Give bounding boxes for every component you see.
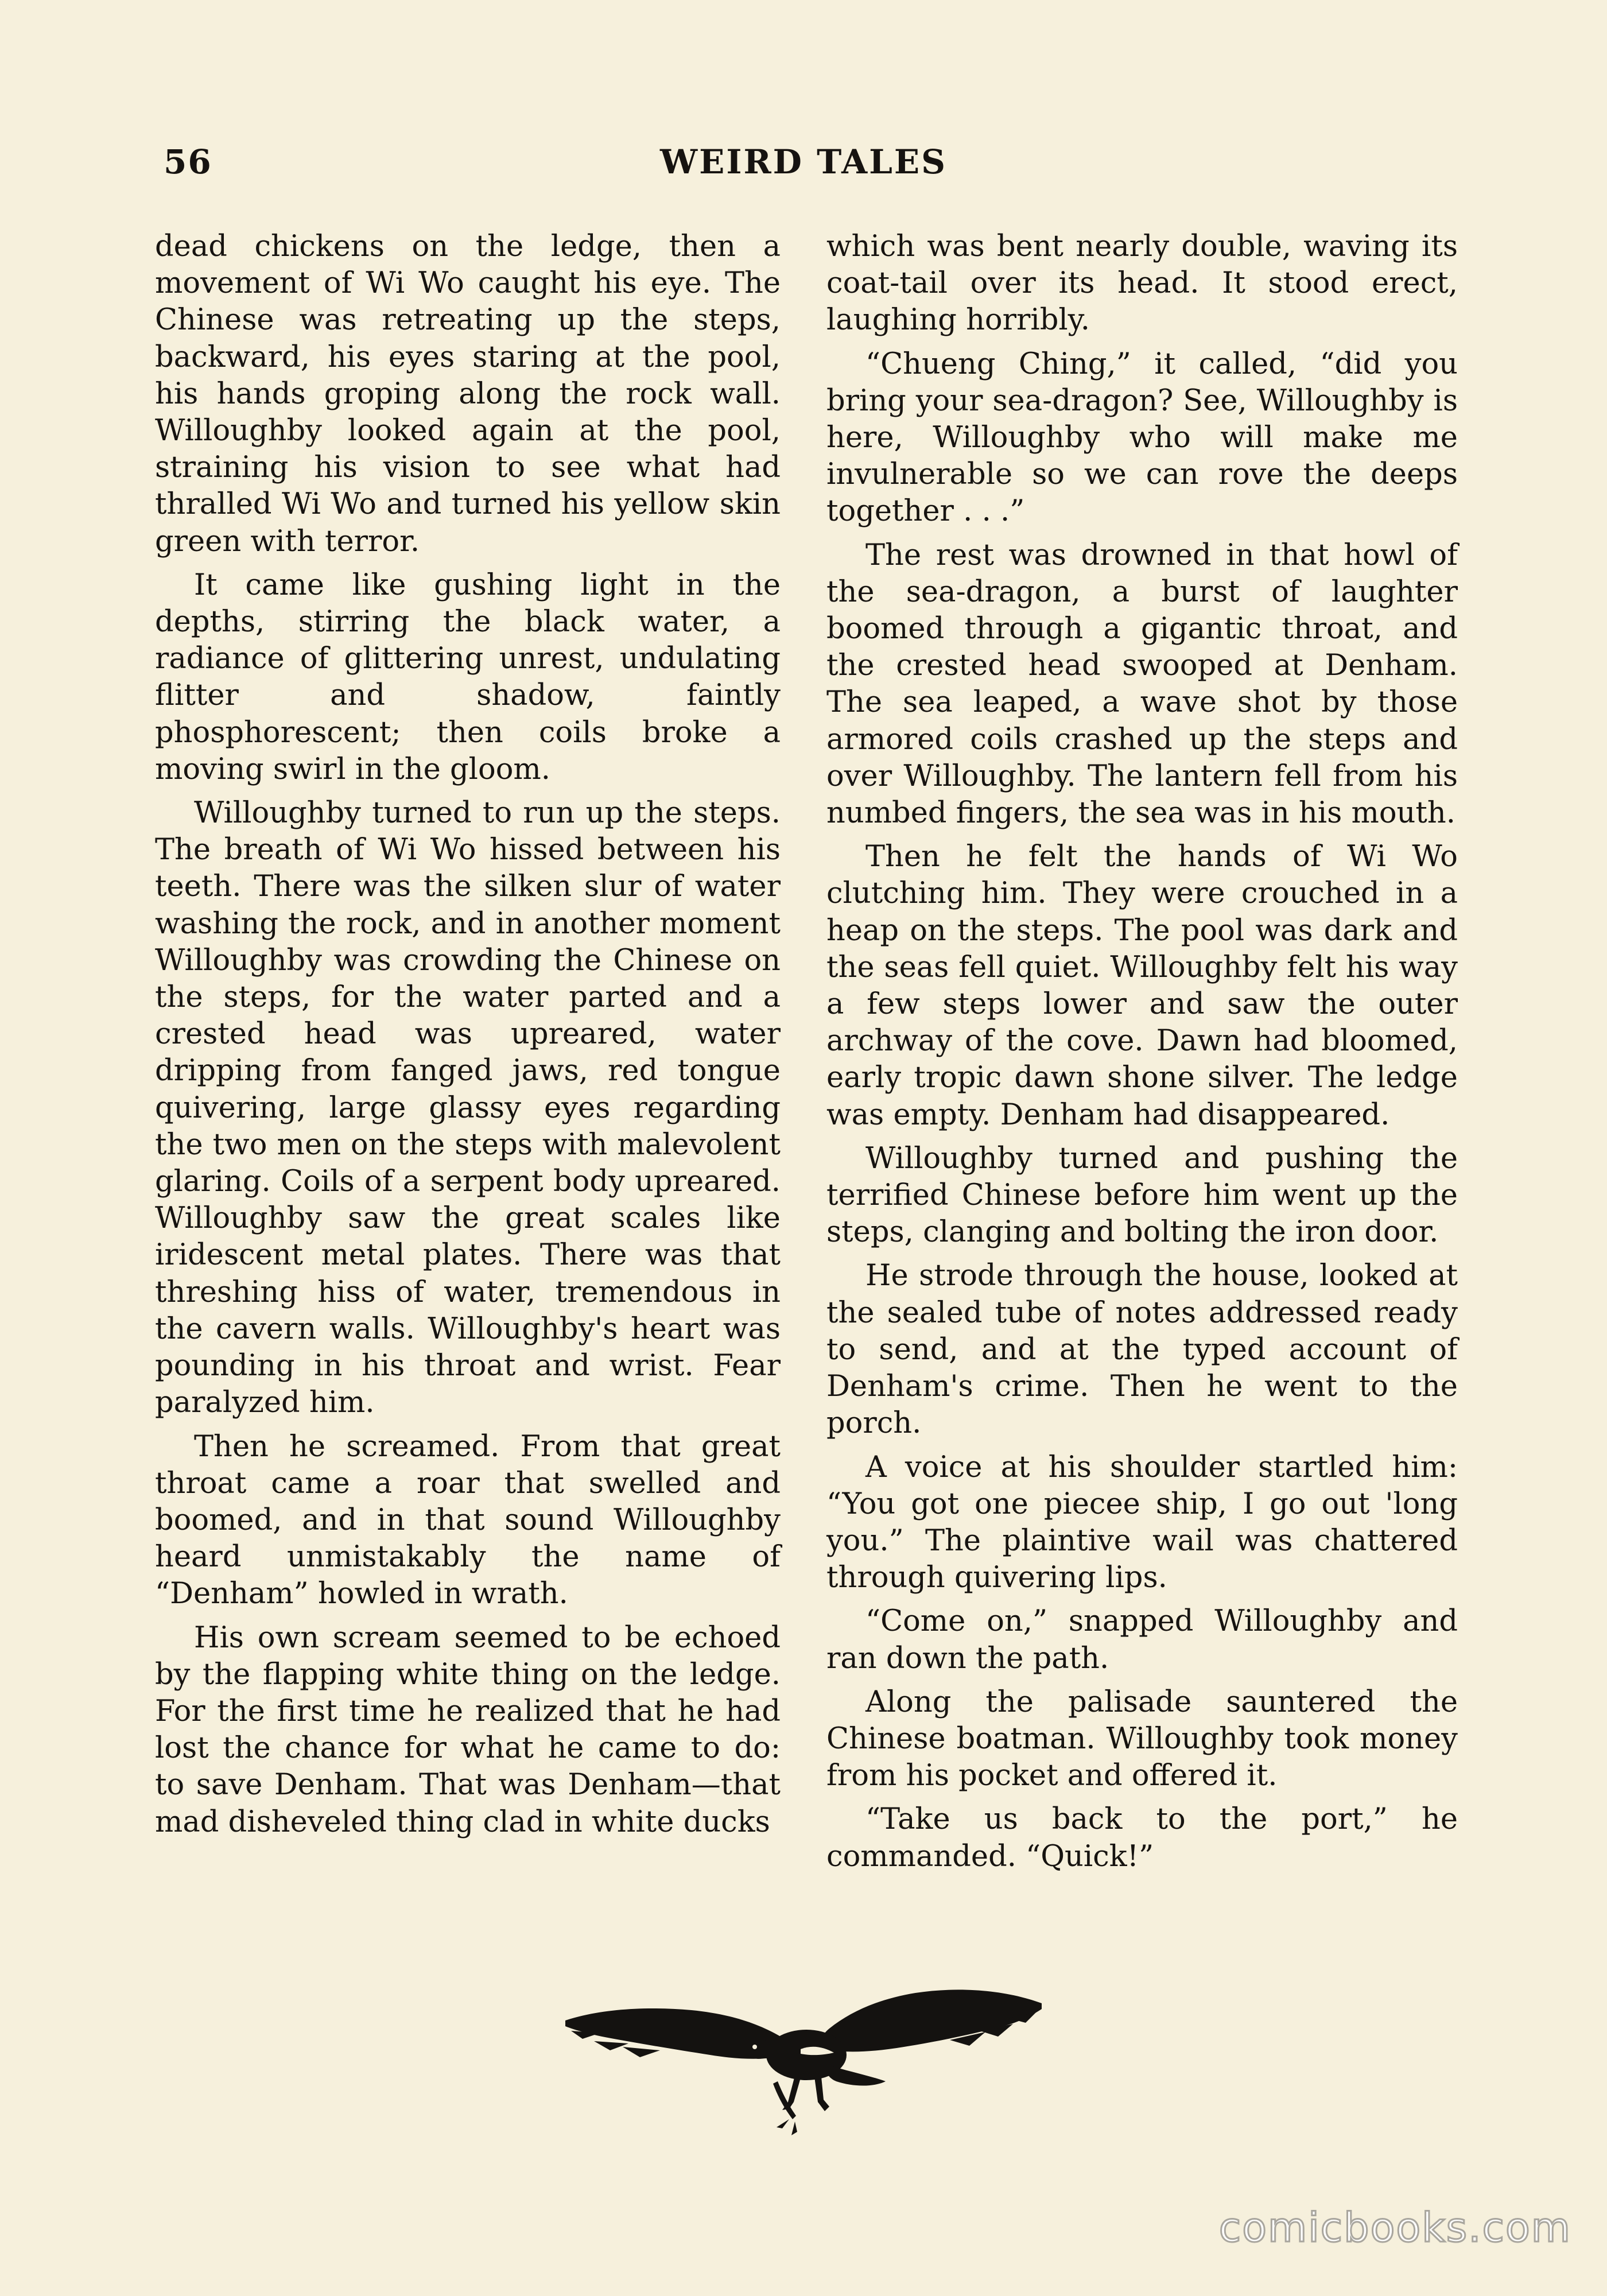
paragraph: Willoughby turned to run up the steps. The breath of Wi Wo hissed between his teeth. There was the silken slur of water washing the rock, and in another moment Willoughby was crowding the Chinese on the steps, for the water parted and a crested head was upreared, water dripping from fanged jaws, red tongue quivering, large glassy eyes regarding the two men on the steps with malevolent glaring. Coils of a serpent body upreared. Willoughby saw the great scales like iridescent metal plates. There was that threshing hiss of water, tremendous in the cavern walls. Willoughby's heart was pounding in his throat and wrist. Fear paralyzed him. [155, 796, 781, 1420]
paragraph: He strode through the house, looked at the sealed tube of notes addressed ready to send, and at the typed account of Denham's crime. Then he went to the porch. [826, 1259, 1458, 1441]
paragraph: Then he screamed. From that great throat came a roar that swelled and boomed, and in that sound Willoughby heard unmistakably the name of “Denham” howled in wrath. [155, 1429, 781, 1611]
running-title: WEIRD TALES [659, 142, 948, 181]
eagle-icon [560, 1969, 1047, 2141]
paragraph: dead chickens on the ledge, then a movement of Wi Wo caught his eye. The Chinese was retreating up the steps, backward, his eyes staring at the pool, his hands groping along the rock wall. Willoughby looked again at the pool, straining his vision to see what had thralled Wi Wo and turned his yellow skin green with terror. [155, 230, 781, 559]
left-column [155, 228, 781, 1848]
paragraph: “Take us back to the port,” he commanded. “Quick!” [826, 1802, 1458, 1874]
page-number: 56 [164, 142, 212, 181]
paragraph: Willoughby turned and pushing the terrified Chinese before him went up the steps, clanging and bolting the iron door. [826, 1141, 1458, 1250]
page-header [0, 142, 1607, 188]
watermark: comicbooks.com [1218, 2204, 1571, 2251]
paragraph: His own scream seemed to be echoed by the flapping white thing on the ledge. For the first time he realized that he had lost the chance for what he came to do: to save Denham. That was Denham—that mad disheveled thing clad in white ducks [155, 1620, 781, 1839]
paragraph: Along the palisade sauntered the Chinese boatman. Willoughby took money from his pocket and offered it. [826, 1685, 1458, 1793]
paragraph: which was bent nearly double, waving its coat-tail over its head. It stood erect, laughing horribly. [826, 230, 1458, 338]
paragraph: It came like gushing light in the depths, stirring the black water, a radiance of glittering unrest, undulating flitter and shadow, faintly phosphorescent; then coils broke a moving swirl in the gloom. [155, 568, 781, 786]
paragraph: A voice at his shoulder startled him: “You got one piecee ship, I go out 'long you.” The plaintive wail was chattered through quivering lips. [826, 1450, 1458, 1595]
paragraph: The rest was drowned in that howl of the sea-dragon, a burst of laughter boomed through a gigantic throat, and the crested head swooped at Denham. The sea leaped, a wave shot by those armored coils crashed up the steps and over Willoughby. The lantern fell from his numbed fingers, the sea was in his mouth. [826, 538, 1458, 831]
paragraph: Then he felt the hands of Wi Wo clutching him. They were crouched in a heap on the steps. The pool was dark and the seas fell quiet. Willoughby felt his way a few steps lower and saw the outer archway of the cove. Dawn had bloomed, early tropic dawn shone silver. The ledge was empty. Denham had disappeared. [826, 840, 1458, 1132]
paragraph: “Come on,” snapped Willoughby and ran down the path. [826, 1604, 1458, 1676]
right-column [826, 228, 1458, 1882]
paragraph: “Chueng Ching,” it called, “did you bring your sea-dragon? See, Willoughby is here, Willoughby who will make me invulnerable so we can rove the deeps together . . .” [826, 347, 1458, 529]
